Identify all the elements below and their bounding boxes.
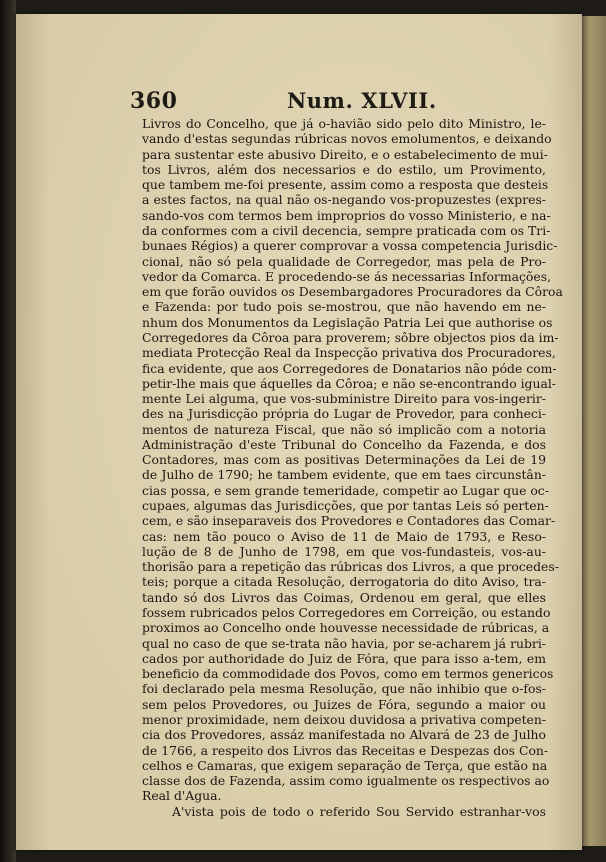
text-line: tando só dos Livros das Coimas, Ordenou em geral, que elles xyxy=(142,589,546,605)
text-line: des na Jurisdicção própria do Lugar de Provedor, para conheci- xyxy=(142,406,546,422)
text-line: vando d'estas segundas rúbricas novos emolumentos, e deixando xyxy=(142,131,552,147)
text-line: beneficio da commodidade dos Povos, como em termos genericos xyxy=(142,666,554,682)
text-line: tos Livros, além dos necessarios e do estilo, um Provimento, xyxy=(142,161,546,177)
text-line: cupaes, algumas das Jurisdicções, que por tantas Leis só perten- xyxy=(142,498,549,514)
text-line: de 1766, a respeito dos Livros das Receitas e Despezas dos Con- xyxy=(142,742,549,758)
text-line: sando-vos com termos bem improprios do vosso Ministerio, e na- xyxy=(142,207,551,223)
text-line: cional, não só pela qualidade de Corregedor, mas pela de Pro- xyxy=(142,253,546,269)
text-line: celhos e Camaras, que exigem separação de Terça, que estão na xyxy=(142,757,548,773)
book-page xyxy=(16,14,582,850)
body-text xyxy=(142,116,563,819)
page-number: 360 xyxy=(130,88,178,114)
text-line: Livros do Concelho, que já o-havião sido pelo dito Ministro, le- xyxy=(142,116,546,131)
text-line: teis; porque a citada Resolução, derrogatoria do dito Aviso, tra- xyxy=(142,574,546,590)
text-line: petir-lhe mais que áquelles da Côroa; e não se-encontrando igual- xyxy=(142,375,556,391)
text-line: Corregedores da Côroa para proverem; sôbre objectos pios da im- xyxy=(142,329,559,345)
text-line: Real d'Agua. xyxy=(142,788,222,804)
text-line: thorisão para a repetição das rúbricas dos Livros, a que procedes- xyxy=(142,559,559,575)
text-line: nhum dos Monumentos da Legislação Patria Lei que authorise os xyxy=(142,314,553,330)
text-line: em que forão ouvidos os Desembargadores Procuradores da Côroa xyxy=(142,284,563,300)
text-line: vedor da Comarca. E procedendo-se ás necessarias Informações, xyxy=(142,268,552,284)
section-title: Num. XLVII. xyxy=(287,88,437,113)
text-line: Administração d'este Tribunal do Concelho da Fazenda, e dos xyxy=(142,436,546,452)
text-line: fossem rubricados pelos Corregedores em Correição, ou estando xyxy=(142,605,551,620)
text-line: que tambem me-foi presente, assim como a resposta que desteis xyxy=(142,177,549,193)
text-line: cados por authoridade do Juiz de Fóra, que para isso a-tem, em xyxy=(142,650,546,666)
text-line: cias possa, e sem grande temeridade, competir ao Lugar que oc- xyxy=(142,482,549,498)
text-line: cem, e são inseparaveis dos Provedores e Contadores das Comar- xyxy=(142,513,556,529)
text-line: cas: nem tão pouco o Aviso de 11 de Maio de 1793, e Reso- xyxy=(142,528,546,544)
text-line: mentos de natureza Fiscal, que não só implicão com a notoria xyxy=(142,421,546,437)
text-line: mente Lei alguma, que vos-subministre Direito para vos-ingerir- xyxy=(142,391,546,407)
text-line: qual no caso de que se-trata não havia, por se-acharem já rubri- xyxy=(142,635,546,651)
text-line: Contadores, mas com as positivas Determinações da Lei de 19 xyxy=(142,452,546,468)
next-page-edge xyxy=(580,16,606,846)
text-line: da conformes com a civil decencia, sempre praticada com os Tri- xyxy=(142,222,551,238)
text-line: proximos ao Concelho onde houvesse necessidade de rúbricas, a xyxy=(142,620,550,636)
text-line: lução de 8 de Junho de 1798, em que vos-fundasteis, vos-au- xyxy=(142,543,546,559)
text-line: bunaes Régios) a querer comprovar a vossa competencia Jurisdic- xyxy=(142,238,558,254)
text-line: A'vista pois de todo o referido Sou Servido estranhar-vos xyxy=(172,803,546,819)
page-header xyxy=(130,86,550,116)
text-line: menor proximidade, nem deixou duvidosa a privativa competen- xyxy=(142,711,547,727)
text-line: foi declarado pela mesma Resolução, que não inhibio que o-fos- xyxy=(142,681,546,697)
text-line: de Julho de 1790; he tambem evidente, que em taes circunstân- xyxy=(142,467,546,483)
book-binding xyxy=(0,0,16,862)
text-line: e Fazenda: por tudo pois se-mostrou, que não havendo em ne- xyxy=(142,299,546,315)
text-line: cia dos Provedores, assáz manifestada no Alvará de 23 de Julho xyxy=(142,727,546,743)
text-line: mediata Protecção Real da Inspecção privativa dos Procuradores, xyxy=(142,345,556,361)
text-line: fica evidente, que aos Corregedores de Donatarios não póde com- xyxy=(142,360,557,376)
text-line: a estes factos, na qual não os-negando vos-propuzestes (expres- xyxy=(142,192,546,208)
text-line: classe dos de Fazenda, assim como igualmente os respectivos ao xyxy=(142,773,550,789)
text-line: sem pelos Provedores, ou Juizes de Fóra, segundo a maior ou xyxy=(142,696,546,712)
text-line: para sustentar este abusivo Direito, e o estabelecimento de mui- xyxy=(142,146,548,162)
